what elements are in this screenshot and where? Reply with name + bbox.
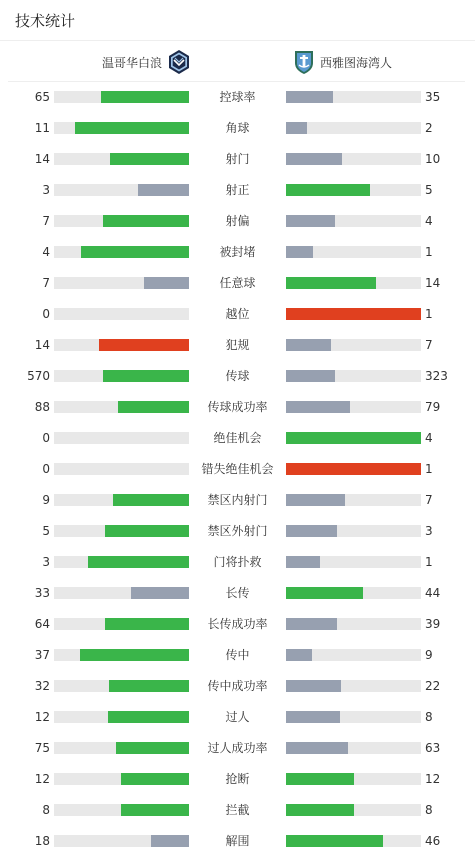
home-stat-value: 33 xyxy=(34,586,50,600)
home-stat-value: 4 xyxy=(42,245,50,259)
stat-row xyxy=(0,702,475,733)
home-stat-value: 64 xyxy=(34,617,50,631)
stat-row xyxy=(0,609,475,640)
away-stat-bar xyxy=(286,773,421,785)
away-stat-bar xyxy=(286,804,421,816)
seattle-sounders-crest-icon xyxy=(293,49,315,75)
home-stat-bar xyxy=(54,401,189,413)
home-stat-bar xyxy=(54,556,189,568)
away-stat-bar xyxy=(286,308,421,320)
away-stat-value: 2 xyxy=(425,121,433,135)
home-stat-value: 12 xyxy=(34,710,50,724)
away-stat-bar-fill xyxy=(286,525,337,537)
away-stat-bar xyxy=(286,246,421,258)
stat-row xyxy=(0,423,475,454)
stat-label: 角球 xyxy=(225,121,250,135)
home-stat-bar-fill xyxy=(151,835,189,847)
away-team[interactable] xyxy=(293,49,392,75)
away-stat-bar xyxy=(286,649,421,661)
away-stat-bar-fill xyxy=(286,122,307,134)
away-stat-bar-fill xyxy=(286,587,363,599)
home-stat-value: 0 xyxy=(42,462,50,476)
away-stat-bar-fill xyxy=(286,432,421,444)
home-stat-value: 14 xyxy=(34,338,50,352)
away-stat-bar-fill xyxy=(286,463,421,475)
away-stat-bar xyxy=(286,680,421,692)
home-stat-bar-fill xyxy=(103,215,189,227)
away-stat-value: 22 xyxy=(425,679,441,693)
vancouver-whitecaps-crest-icon xyxy=(168,49,190,75)
away-stat-value: 7 xyxy=(425,338,433,352)
away-stat-bar-fill xyxy=(286,494,345,506)
stat-row xyxy=(0,485,475,516)
home-team[interactable] xyxy=(102,49,190,75)
home-stat-bar-fill xyxy=(121,804,189,816)
home-stat-value: 8 xyxy=(42,803,50,817)
away-stat-bar-fill xyxy=(286,91,333,103)
home-stat-value: 37 xyxy=(34,648,50,662)
away-stat-value: 4 xyxy=(425,214,433,228)
stat-label: 传球 xyxy=(225,369,250,383)
home-stat-bar xyxy=(54,153,189,165)
home-stat-value: 570 xyxy=(27,369,50,383)
away-stat-bar-fill xyxy=(286,804,354,816)
stat-row xyxy=(0,144,475,175)
away-stat-value: 323 xyxy=(425,369,448,383)
stat-row xyxy=(0,516,475,547)
home-stat-bar xyxy=(54,649,189,661)
away-stat-bar xyxy=(286,835,421,847)
home-stat-value: 65 xyxy=(34,90,50,104)
away-stat-bar xyxy=(286,711,421,723)
home-stat-bar xyxy=(54,215,189,227)
stat-row xyxy=(0,206,475,237)
home-stat-value: 0 xyxy=(42,431,50,445)
stat-row xyxy=(0,578,475,609)
away-stat-bar-fill xyxy=(286,618,337,630)
stat-label: 控球率 xyxy=(219,90,256,104)
away-stat-bar-fill xyxy=(286,184,370,196)
stat-row xyxy=(0,361,475,392)
away-stat-bar xyxy=(286,215,421,227)
home-stat-bar xyxy=(54,711,189,723)
away-stat-bar xyxy=(286,432,421,444)
away-stat-bar xyxy=(286,463,421,475)
stat-row xyxy=(0,826,475,857)
stat-row xyxy=(0,454,475,485)
stat-label: 过人成功率 xyxy=(207,741,268,755)
stat-label: 过人 xyxy=(225,710,250,724)
home-stat-bar xyxy=(54,835,189,847)
stat-row xyxy=(0,547,475,578)
home-stat-bar xyxy=(54,308,189,320)
away-stat-value: 10 xyxy=(425,152,441,166)
home-stat-value: 14 xyxy=(34,152,50,166)
away-stat-bar-fill xyxy=(286,680,341,692)
away-stat-value: 8 xyxy=(425,803,433,817)
away-stat-bar xyxy=(286,370,421,382)
away-stat-bar xyxy=(286,401,421,413)
home-stat-bar-fill xyxy=(103,370,189,382)
away-stat-value: 5 xyxy=(425,183,433,197)
away-stat-bar-fill xyxy=(286,742,348,754)
away-stat-bar xyxy=(286,494,421,506)
home-stat-value: 0 xyxy=(42,307,50,321)
away-stat-value: 63 xyxy=(425,741,441,755)
away-stat-value: 4 xyxy=(425,431,433,445)
away-stat-bar xyxy=(286,122,421,134)
home-stat-bar-fill xyxy=(109,680,189,692)
stat-row xyxy=(0,392,475,423)
home-stat-bar xyxy=(54,680,189,692)
away-stat-value: 39 xyxy=(425,617,441,631)
home-stat-bar xyxy=(54,618,189,630)
stat-label: 传球成功率 xyxy=(207,400,268,414)
away-stat-bar-fill xyxy=(286,153,342,165)
home-stat-bar-fill xyxy=(81,246,189,258)
away-stat-value: 1 xyxy=(425,307,433,321)
away-stat-value: 35 xyxy=(425,90,441,104)
stat-row xyxy=(0,237,475,268)
home-stat-bar-fill xyxy=(144,277,189,289)
away-stat-bar-fill xyxy=(286,773,354,785)
home-stat-bar-fill xyxy=(110,153,189,165)
home-team-name: 温哥华白浪 xyxy=(102,55,163,70)
home-stat-bar-fill xyxy=(121,773,189,785)
stat-label: 长传 xyxy=(225,586,250,600)
home-stat-bar xyxy=(54,587,189,599)
stat-row xyxy=(0,330,475,361)
stat-row xyxy=(0,299,475,330)
away-stat-value: 12 xyxy=(425,772,441,786)
away-stat-bar xyxy=(286,525,421,537)
home-stat-bar-fill xyxy=(113,494,189,506)
home-stat-bar xyxy=(54,370,189,382)
stat-label: 长传成功率 xyxy=(207,617,268,631)
stat-label: 拦截 xyxy=(225,803,250,817)
stat-row xyxy=(0,671,475,702)
away-stat-bar xyxy=(286,91,421,103)
stat-label: 禁区内射门 xyxy=(207,493,268,507)
home-stat-bar-fill xyxy=(108,711,189,723)
away-stat-value: 44 xyxy=(425,586,441,600)
home-stat-value: 75 xyxy=(34,741,50,755)
away-stat-bar xyxy=(286,339,421,351)
home-stat-bar xyxy=(54,184,189,196)
home-stat-value: 7 xyxy=(42,214,50,228)
home-stat-bar xyxy=(54,525,189,537)
home-stat-value: 32 xyxy=(34,679,50,693)
stat-label: 射门 xyxy=(225,152,250,166)
home-stat-bar-fill xyxy=(75,122,189,134)
home-stat-bar xyxy=(54,773,189,785)
away-stat-bar xyxy=(286,742,421,754)
home-stat-bar-fill xyxy=(138,184,189,196)
stat-label: 传中 xyxy=(225,648,250,662)
away-stat-bar-fill xyxy=(286,339,331,351)
stat-label: 射偏 xyxy=(225,214,250,228)
stat-label: 被封堵 xyxy=(219,245,256,259)
home-stat-value: 5 xyxy=(42,524,50,538)
away-stat-value: 8 xyxy=(425,710,433,724)
away-stat-bar-fill xyxy=(286,308,421,320)
home-stat-bar xyxy=(54,277,189,289)
home-stat-bar xyxy=(54,463,189,475)
away-stat-bar xyxy=(286,153,421,165)
away-stat-value: 1 xyxy=(425,555,433,569)
away-stat-value: 7 xyxy=(425,493,433,507)
home-stat-bar xyxy=(54,91,189,103)
away-stat-bar xyxy=(286,587,421,599)
home-stat-value: 88 xyxy=(34,400,50,414)
stat-row xyxy=(0,268,475,299)
stat-label: 射正 xyxy=(225,183,250,197)
away-stat-bar-fill xyxy=(286,215,335,227)
home-stat-bar-fill xyxy=(118,401,189,413)
home-stat-value: 3 xyxy=(42,555,50,569)
home-stat-bar-fill xyxy=(116,742,189,754)
away-stat-value: 79 xyxy=(425,400,441,414)
away-stat-bar-fill xyxy=(286,556,320,568)
away-team-name: 西雅图海湾人 xyxy=(320,55,393,70)
home-stat-bar xyxy=(54,742,189,754)
away-stat-bar xyxy=(286,556,421,568)
stat-row xyxy=(0,640,475,671)
stat-row xyxy=(0,175,475,206)
away-stat-bar-fill xyxy=(286,401,350,413)
stat-label: 禁区外射门 xyxy=(207,524,268,538)
away-stat-value: 1 xyxy=(425,462,433,476)
away-stat-value: 14 xyxy=(425,276,441,290)
home-stat-bar xyxy=(54,494,189,506)
stat-row xyxy=(0,733,475,764)
header xyxy=(0,0,475,41)
home-stat-bar-fill xyxy=(101,91,189,103)
stat-row xyxy=(0,82,475,113)
away-stat-bar-fill xyxy=(286,370,335,382)
stat-row xyxy=(0,764,475,795)
away-stat-bar-fill xyxy=(286,277,376,289)
stat-label: 越位 xyxy=(225,307,250,321)
away-stat-value: 1 xyxy=(425,245,433,259)
home-stat-bar xyxy=(54,432,189,444)
home-stat-value: 9 xyxy=(42,493,50,507)
home-stat-value: 12 xyxy=(34,772,50,786)
teams-header xyxy=(8,41,465,82)
stat-label: 任意球 xyxy=(219,276,256,290)
away-stat-bar-fill xyxy=(286,835,383,847)
page-title: 技术统计 xyxy=(15,12,76,30)
home-stat-bar-fill xyxy=(105,525,189,537)
home-stat-bar-fill xyxy=(99,339,189,351)
home-stat-bar-fill xyxy=(80,649,189,661)
away-stat-bar xyxy=(286,184,421,196)
stat-row xyxy=(0,795,475,826)
away-stat-bar-fill xyxy=(286,246,313,258)
stat-label: 传中成功率 xyxy=(207,679,268,693)
stat-label: 犯规 xyxy=(225,338,250,352)
home-stat-value: 18 xyxy=(34,834,50,848)
home-stat-bar xyxy=(54,339,189,351)
stat-row xyxy=(0,113,475,144)
stat-label: 绝佳机会 xyxy=(213,431,262,445)
home-stat-bar xyxy=(54,122,189,134)
away-stat-bar xyxy=(286,618,421,630)
away-stat-bar-fill xyxy=(286,711,340,723)
home-stat-bar-fill xyxy=(131,587,189,599)
stat-label: 错失绝佳机会 xyxy=(201,462,274,476)
stat-label: 解围 xyxy=(225,834,250,848)
away-stat-value: 46 xyxy=(425,834,441,848)
home-stat-value: 3 xyxy=(42,183,50,197)
home-stat-bar xyxy=(54,804,189,816)
stat-label: 抢断 xyxy=(225,772,250,786)
home-stat-value: 11 xyxy=(34,121,50,135)
away-stat-value: 3 xyxy=(425,524,433,538)
away-stat-value: 9 xyxy=(425,648,433,662)
stat-label: 门将扑救 xyxy=(213,555,262,569)
away-stat-bar xyxy=(286,277,421,289)
away-stat-bar-fill xyxy=(286,649,312,661)
home-stat-value: 7 xyxy=(42,276,50,290)
home-stat-bar xyxy=(54,246,189,258)
home-stat-bar-fill xyxy=(88,556,189,568)
home-stat-bar-fill xyxy=(105,618,189,630)
